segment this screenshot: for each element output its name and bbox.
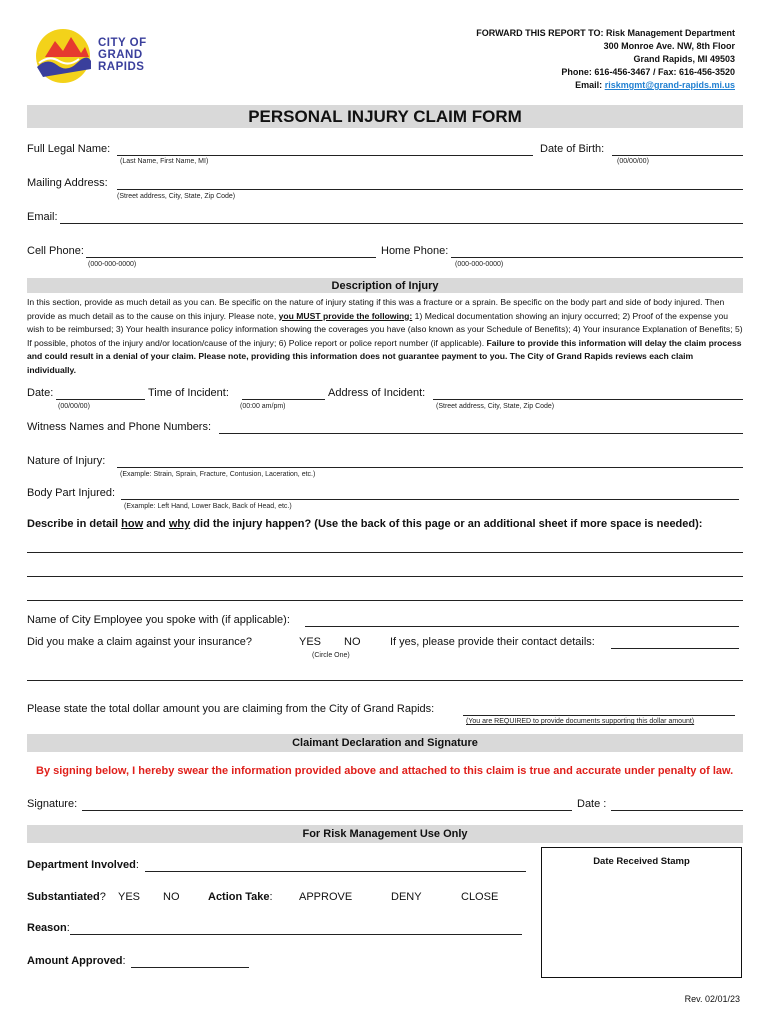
revision-label: Rev. 02/01/23	[684, 994, 740, 1004]
full-legal-name-label: Full Legal Name:	[27, 143, 111, 155]
describe-text-b: and	[143, 518, 169, 530]
describe-how: how	[121, 518, 144, 530]
department-colon: :	[135, 859, 139, 871]
amount-field[interactable]	[463, 715, 735, 716]
signature-date-field[interactable]	[611, 810, 743, 811]
witness-label: Witness Names and Phone Numbers:	[27, 421, 212, 433]
cell-phone-field[interactable]	[86, 257, 376, 258]
cell-phone-hint: (000-000-0000)	[88, 261, 137, 268]
circle-one-hint: (Circle One)	[312, 652, 350, 659]
amount-hint: (You are REQUIRED to provide documents supporting this dollar amount)	[466, 718, 695, 725]
substantiated-no[interactable]: NO	[163, 891, 180, 903]
incident-address-field[interactable]	[433, 399, 743, 400]
department-field[interactable]	[145, 871, 526, 872]
department-label-text: Department Involved	[27, 859, 136, 871]
incident-date-hint: (00/00/00)	[58, 403, 90, 410]
substantiated-yes[interactable]: YES	[118, 891, 141, 903]
action-text: Action Take	[208, 891, 270, 903]
incident-time-hint: (00:00 am/pm)	[240, 403, 286, 410]
signature-date-label: Date :	[577, 798, 607, 810]
email-label: Email:	[575, 80, 605, 90]
witness-field[interactable]	[219, 433, 743, 434]
incident-time-field[interactable]	[242, 399, 325, 400]
amount-approved-field[interactable]	[131, 967, 249, 968]
describe-text-c: did the injury happen? (Use the back of this page or an additional sheet if more space is needed):	[190, 518, 703, 530]
describe-line-3[interactable]	[27, 600, 743, 601]
if-yes-label: If yes, please provide their contact details:	[390, 636, 595, 648]
incident-address-label: Address of Incident:	[328, 387, 426, 399]
description-warning: Failure to provide this information will delay the claim process and could result in a denial of your claim. Please note, providing this information does not guarantee payment to you. The City of Grand Rapids reviews each claim individually.	[27, 337, 742, 375]
forward-prefix: FORWARD THIS REPORT TO:	[476, 28, 604, 38]
claim-yes-option[interactable]: YES	[299, 636, 322, 648]
substantiated-label	[27, 891, 106, 903]
reason-field[interactable]	[70, 934, 522, 935]
address-line-1: 300 Monroe Ave. NW, 8th Floor	[603, 41, 735, 51]
nature-label: Nature of Injury:	[27, 455, 106, 467]
claim-no-option[interactable]: NO	[344, 636, 361, 648]
amount-approved-text: Amount Approved	[27, 955, 123, 967]
description-heading: Description of Injury	[27, 278, 743, 293]
amount-approved-colon: :	[122, 955, 126, 967]
description-paragraph	[27, 296, 743, 378]
email-link[interactable]: riskmgmt@grand-rapids.mi.us	[604, 80, 735, 90]
reason-text: Reason	[27, 922, 67, 934]
full-legal-name-field[interactable]	[117, 155, 533, 156]
action-label	[208, 891, 273, 903]
mailing-address-label: Mailing Address:	[27, 177, 108, 189]
description-text-1: In this section, provide as much detail as you can. Be specific on the nature of injury stating if this was a fracture or a sprain. Be specific on the body part and side of body injured. Then provide as much detail as to the cause on this injury. Please note,	[27, 297, 725, 321]
email-field-label: Email:	[27, 211, 58, 223]
signature-field[interactable]	[82, 810, 572, 811]
description-text-2: 1) Medical documentation showing an injury occurred; 2) Proof of the expense you wish to be reimbursed; 3) Your health insurance policy information showing the coverages you have (also known as your Schedule of Benefits); 4) Your insurance Explanation of Benefits; 5) If possible, photos of the injury and/or location/cause of the injury; 6) Police report or police report number (if applicable).	[27, 310, 743, 348]
declaration-heading: Claimant Declaration and Signature	[27, 734, 743, 752]
employee-label: Name of City Employee you spoke with (if applicable):	[27, 614, 290, 626]
home-phone-label: Home Phone:	[381, 245, 449, 257]
email-field[interactable]	[60, 223, 743, 224]
incident-address-hint: (Street address, City, State, Zip Code)	[436, 403, 555, 410]
body-part-label: Body Part Injured:	[27, 487, 116, 499]
action-deny[interactable]: DENY	[391, 891, 422, 903]
action-approve[interactable]: APPROVE	[299, 891, 353, 903]
city-logo	[33, 27, 158, 85]
amount-label: Please state the total dollar amount you are claiming from the City of Grand Rapids:	[27, 703, 435, 715]
home-phone-hint: (000-000-0000)	[455, 261, 504, 268]
action-colon: :	[269, 891, 273, 903]
dob-label: Date of Birth:	[540, 143, 605, 155]
claim-question: Did you make a claim against your insurance?	[27, 636, 253, 648]
action-close[interactable]: CLOSE	[461, 891, 499, 903]
amount-approved-label	[27, 955, 126, 967]
home-phone-field[interactable]	[451, 257, 743, 258]
describe-text-a: Describe in detail	[27, 518, 122, 530]
incident-time-label: Time of Incident:	[148, 387, 229, 399]
dob-field[interactable]	[612, 155, 743, 156]
department-label	[27, 859, 139, 871]
declaration-statement: By signing below, I hereby swear the information provided above and attached to this claim is true and accurate under penalty of law.	[36, 765, 734, 777]
substantiated-q: ?	[99, 891, 106, 903]
incident-date-field[interactable]	[56, 399, 145, 400]
address-line-2: Grand Rapids, MI 49503	[633, 54, 735, 64]
description-must: you MUST provide the following:	[278, 310, 413, 321]
reason-colon: :	[66, 922, 70, 934]
describe-line-2[interactable]	[27, 576, 743, 577]
forward-dept: Risk Management Department	[603, 28, 735, 38]
describe-line-1[interactable]	[27, 552, 743, 553]
mailing-address-hint: (Street address, City, State, Zip Code)	[117, 193, 236, 200]
body-part-field[interactable]	[121, 499, 739, 500]
describe-why: why	[168, 518, 191, 530]
nature-hint: (Example: Strain, Sprain, Fracture, Contusion, Laceration, etc.)	[120, 471, 316, 478]
insurance-contact-field[interactable]	[611, 648, 739, 649]
incident-date-label: Date:	[27, 387, 54, 399]
full-legal-name-hint: (Last Name, First Name, MI)	[120, 158, 209, 165]
phone-fax: Phone: 616-456-3467 / Fax: 616-456-3520	[561, 67, 735, 77]
risk-heading: For Risk Management Use Only	[27, 825, 743, 843]
describe-question	[27, 518, 702, 530]
substantiated-text: Substantiated	[27, 891, 100, 903]
nature-field[interactable]	[117, 467, 743, 468]
employee-field[interactable]	[305, 626, 739, 627]
body-part-hint: (Example: Left Hand, Lower Back, Back of Head, etc.)	[124, 503, 292, 510]
forward-to-block	[476, 27, 735, 92]
date-received-stamp-box[interactable]	[541, 847, 742, 978]
mailing-address-field[interactable]	[117, 189, 743, 190]
date-received-stamp-label: Date Received Stamp	[593, 856, 690, 867]
signature-label: Signature:	[27, 798, 78, 810]
cell-phone-label: Cell Phone:	[27, 245, 84, 257]
insurance-contact-line-2[interactable]	[27, 680, 743, 681]
logo-wordmark: CITY OF GRAND RAPIDS	[98, 37, 147, 73]
form-title: PERSONAL INJURY CLAIM FORM	[27, 105, 743, 128]
dob-hint: (00/00/00)	[617, 158, 649, 165]
reason-label	[27, 922, 70, 934]
